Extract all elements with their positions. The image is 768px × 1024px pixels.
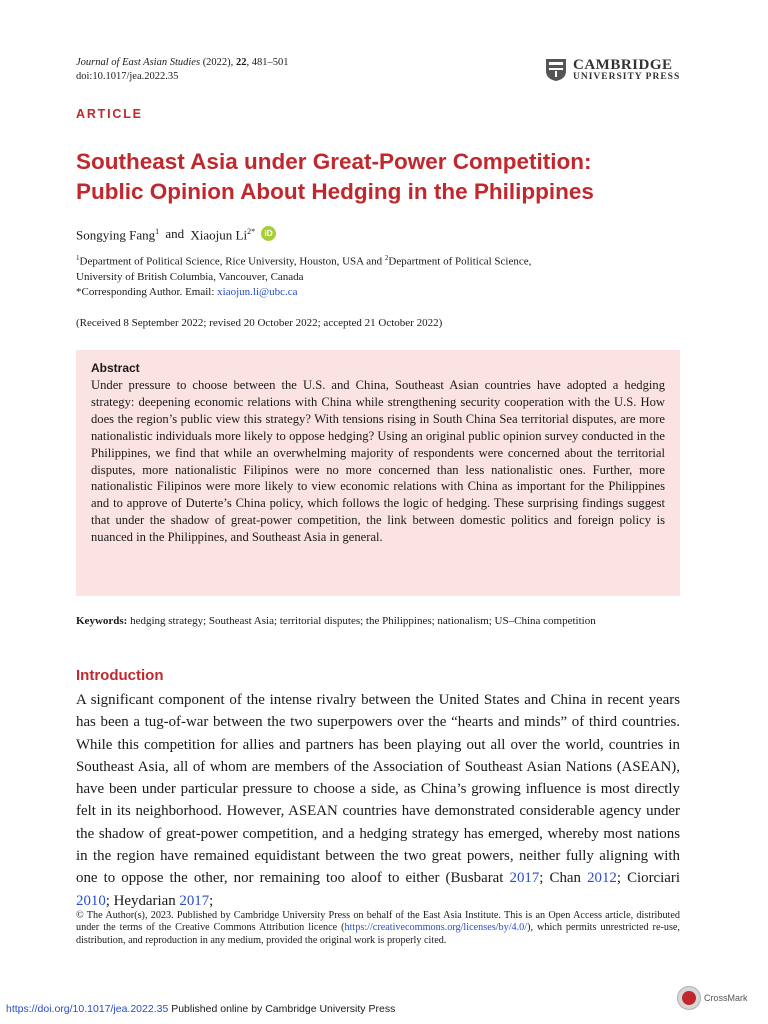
abstract-heading: Abstract <box>91 361 140 375</box>
affil-sup-2: 2 <box>384 254 389 262</box>
author-list <box>76 224 276 243</box>
keywords <box>76 613 680 629</box>
journal-pages: , 481–501 <box>246 57 289 68</box>
section-heading-introduction: Introduction <box>76 667 164 684</box>
author-1-name: Songying Fang <box>76 227 156 243</box>
intro-sep: ; Chan <box>539 870 588 887</box>
corresponding-email-link[interactable]: xiaojun.li@ubc.ca <box>217 285 298 298</box>
received-dates: (Received 8 September 2022; revised 20 October 2022; accepted 21 October 2022) <box>76 317 443 329</box>
citation-link[interactable]: 2012 <box>587 870 617 887</box>
journal-volume: 22 <box>235 57 247 68</box>
publisher-logo <box>545 58 680 82</box>
author-2-name: Xiaojun Li <box>190 227 248 243</box>
author-separator: and <box>162 225 188 241</box>
author-2[interactable] <box>190 224 255 243</box>
affil-line-1: Department of Political Science, Rice University, Houston, USA and <box>79 255 385 268</box>
intro-sep: ; Heydarian <box>105 892 180 909</box>
keywords-list: hedging strategy; Southeast Asia; territorial disputes; the Philippines; nationalism; US–China competition <box>127 615 596 627</box>
abstract-body: Under pressure to choose between the U.S. and China, Southeast Asian countries have adopted a hedging strategy: deepening economic relations with China while strengthening security cooperation with the U.S. How does the region’s public view this strategy? With tensions rising in South China Sea territorial disputes, are more nationalistic individuals more likely to oppose hedging? Using an original public opinion survey conducted in the Philippines, we find that while an overwhelming majority of respondents were concerned about the territorial disputes, more nationalistic Filipinos were no more concerned than less nationalistic ones. Further, more nationalistic Filipinos were more likely to view economic relations with China as important for the Philippines and to approve of Duterte’s China policy, which follows the logic of hedging. These surprising findings suggest that under the shadow of great-power competition, the link between domestic politics and foreign policy is nuanced in the Philippines, and Southeast Asia in general. <box>91 378 665 545</box>
author-1-sup: 1 <box>155 227 160 236</box>
affiliations <box>76 251 676 300</box>
article-type-label: ARTICLE <box>76 107 143 121</box>
author-2-sup: 2* <box>247 227 256 236</box>
affil-sup-1: 1 <box>76 254 80 262</box>
journal-year: (2022), <box>200 57 236 68</box>
orcid-icon[interactable]: iD <box>261 226 276 241</box>
title-line-1: Southeast Asia under Great-Power Competition: <box>76 149 592 174</box>
affil-line-2: University of British Columbia, Vancouver, Canada <box>76 270 304 283</box>
citation-link[interactable]: 2010 <box>76 892 106 909</box>
footer <box>6 1003 395 1015</box>
doi-text: doi:10.1017/jea.2022.35 <box>76 71 179 82</box>
publisher-name: CAMBRIDGE <box>573 57 673 73</box>
footer-doi-link[interactable]: https://doi.org/10.1017/jea.2022.35 <box>6 1003 169 1015</box>
journal-name: Journal of East Asian Studies <box>76 57 201 68</box>
introduction-body <box>76 689 680 912</box>
copyright-text-b: ), which permits unrestricted re-use, distribution, and reproduction in any medium, provided the original work is properly cited. <box>76 922 680 946</box>
keywords-label: Keywords: <box>76 615 128 627</box>
footer-published: Published online by Cambridge University Press <box>168 1003 396 1015</box>
crossmark-icon <box>677 986 701 1010</box>
copyright-text-a: © The Author(s), 2023. Published by Cambridge University Press on behalf of the East Asia Institute. This is an Open Access article, distributed under the terms of the Creative Commons Attribution licence ( <box>76 910 680 934</box>
corresponding-label: *Corresponding Author. Email: <box>76 285 218 298</box>
publisher-subname: UNIVERSITY PRESS <box>573 72 681 82</box>
title-line-2: Public Opinion About Hedging in the Philippines <box>76 179 594 204</box>
citation-link[interactable]: 2017 <box>509 870 540 887</box>
author-1[interactable] <box>76 224 159 243</box>
copyright-notice <box>76 910 680 947</box>
license-link[interactable]: https://creativecommons.org/licenses/by/4.0/ <box>344 922 528 934</box>
intro-sep: ; Ciorciari <box>616 870 680 887</box>
affil-line-1b: Department of Political Science, <box>388 255 532 268</box>
intro-text: A significant component of the intense rivalry between the United States and China in recent years has been a tug-of-war between the two superpowers over the “hearts and minds” of third countries. While this competition for allies and partners has been playing out all over the world, countries in Southeast Asia, all of whom are members of the Association of Southeast Asian Nations (ASEAN), have been under particular pressure to choose a side, as China’s growing influence is most directly felt in its neighborhood. However, ASEAN countries have demonstrated considerable agency under the shadow of great-power competition, and a hedging strategy has emerged, whereby most nations in the region have remained equidistant between the two great powers, neither fully aligning with one to oppose the other, nor remaining too aloof to either (Busbarat <box>76 692 680 887</box>
crossmark-badge[interactable] <box>677 986 748 1010</box>
crossmark-label: CrossMark <box>704 993 748 1003</box>
citation-link[interactable]: 2017 <box>179 892 210 909</box>
journal-citation <box>76 56 288 69</box>
intro-end: ; <box>209 892 214 909</box>
cambridge-shield-icon <box>545 58 567 82</box>
article-title <box>76 147 716 207</box>
